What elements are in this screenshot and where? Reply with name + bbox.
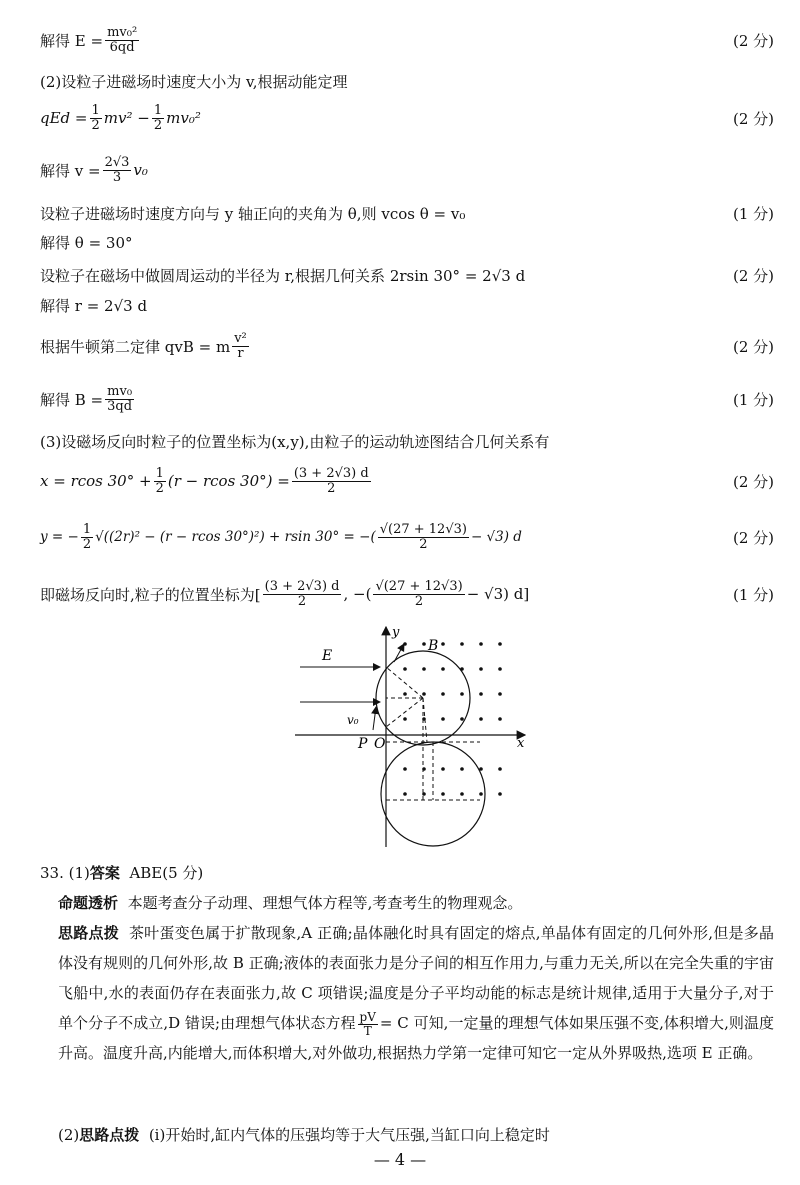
- field-dot: [403, 717, 407, 721]
- q33-hint: 思路点拨 茶叶蛋变色属于扩散现象,A 正确;晶体融化时具有固定的熔点,单晶体有固定的几何外形,但是多晶体没有规则的几何外形,故 B 正确;液体的表面张力是分子间的相互作用力,与重力无关,所以在完全失重的宇宙飞船中,水的表面仍存在表面张力,故 C 项错误;温度是分子平均动能的标志是统计规律,适用于大量分子,对于单个分子不成立,D 错误;由理想气体状态方程 $\frac{pV}{T}$ = C 可知,一定量的理想气体如果压强不变,体积增大,则温度升高。温度升高,内能增大,而体积增大,对外做功,根据热力学第一定律可知它一定从外界吸热,选项 E 正确。: [58, 924, 774, 1062]
- field-dot: [479, 692, 483, 696]
- trajectory-figure: [290, 622, 540, 850]
- label-v0: v₀: [347, 713, 359, 727]
- field-dot: [441, 642, 445, 646]
- field-dot: [460, 717, 464, 721]
- fraction: $\frac{\text{mv₀²}}{6qd}$: [107, 24, 138, 55]
- eq-y-coordinate: y = − $\frac{1}{2}$ √((2r)² − (r − rcos 30°)²) + rsin 30° = −( $\frac{√(27 + 12√3)}{2}$ − √3) d (2 分): [40, 521, 774, 552]
- field-dot: [460, 642, 464, 646]
- score: (2 分): [732, 337, 774, 356]
- field-dot: [460, 692, 464, 696]
- page-number: — 4 —: [373, 1150, 427, 1169]
- field-dot: [460, 767, 464, 771]
- field-dot: [422, 667, 426, 671]
- position-conclusion: 即磁场反向时,粒子的位置坐标为[ $\frac{(3 + 2√3) d}{2}$ , −( $\frac{√(27 + 12√3)}{2}$ − √3) d] (1 分): [40, 578, 774, 609]
- field-dot: [441, 667, 445, 671]
- radius-geometry: 设粒子在磁场中做圆周运动的半径为 r,根据几何关系 2rsin 30° = 2√3 d (2 分): [40, 266, 774, 285]
- field-dot: [498, 792, 502, 796]
- field-dot: [460, 792, 464, 796]
- angle-setup: 设粒子进磁场时速度方向与 y 轴正向的夹角为 θ,则 vcos θ = v₀ (1 分): [40, 204, 774, 223]
- eq-E-result: 解得 E = $\frac{\text{mv₀²}}{6qd}$ (2 分): [40, 24, 774, 55]
- field-dot: [403, 767, 407, 771]
- score: (2 分): [732, 109, 774, 128]
- q33-analysis: 命题透析 本题考查分子动理、理想气体方程等,考查考生的物理观念。: [58, 894, 523, 912]
- label-E: E: [322, 648, 333, 664]
- newton-second-law: 根据牛顿第二定律 qvB = m $\frac{\text{v²}}{r}$ (2 分): [40, 330, 774, 361]
- q33-part2: (2)思路点拨 (ⅰ)开始时,缸内气体的压强均等于大气压强,当缸口向上稳定时: [58, 1126, 550, 1144]
- velocity-arrow: [394, 644, 404, 662]
- score: (1 分): [732, 390, 774, 409]
- field-dot: [441, 792, 445, 796]
- field-dot: [441, 767, 445, 771]
- q33-answer: 33. (1)答案 ABE(5 分): [40, 864, 204, 882]
- label-P: P: [358, 736, 368, 752]
- eq-x-coordinate: x = rcos 30° + $\frac{1}{2}$ (r − rcos 30°) = $\frac{(3 + 2√3) d}{2}$ (2 分): [40, 465, 774, 496]
- field-dot: [498, 642, 502, 646]
- label-y: y: [392, 625, 400, 640]
- score: (2 分): [732, 31, 774, 50]
- field-dot: [422, 692, 426, 696]
- velocity-arrow: [373, 707, 376, 730]
- field-dot: [498, 667, 502, 671]
- part3-intro: (3)设磁场反向时粒子的位置坐标为(x,y),由粒子的运动轨迹图结合几何关系有: [40, 432, 550, 451]
- magnetic-field-dots: [403, 642, 502, 796]
- field-dot: [479, 667, 483, 671]
- label-x: x: [517, 736, 525, 751]
- field-dot: [498, 767, 502, 771]
- label-O: O: [374, 736, 386, 752]
- field-dot: [441, 692, 445, 696]
- field-dot: [403, 667, 407, 671]
- field-dot: [479, 642, 483, 646]
- field-dot: [498, 692, 502, 696]
- field-dot: [441, 717, 445, 721]
- score: (2 分): [732, 528, 774, 547]
- energy-theorem-eq: qEd = $\frac{1}{2}$ mv² − $\frac{1}{2}$ mv₀² (2 分): [40, 102, 774, 133]
- score: (1 分): [732, 204, 774, 223]
- construction-lines: [386, 667, 480, 800]
- eq-v-result: 解得 v = $\frac{2√3}{3}$ v₀: [40, 154, 148, 185]
- eq-theta-result: 解得 θ = 30°: [40, 233, 133, 252]
- field-dot: [422, 642, 426, 646]
- field-dot: [479, 717, 483, 721]
- fraction: $\frac{pV}{T}$: [359, 1009, 376, 1038]
- field-dot: [479, 792, 483, 796]
- eq-B-result: 解得 B = $\frac{\text{mv₀}}{3qd}$ (1 分): [40, 383, 774, 414]
- eq-r-result: 解得 r = 2√3 d: [40, 296, 148, 315]
- part2-intro: (2)设粒子进磁场时速度大小为 v,根据动能定理: [40, 72, 348, 91]
- score: (2 分): [732, 472, 774, 491]
- field-dot: [498, 717, 502, 721]
- label-B: B: [428, 638, 439, 654]
- score: (1 分): [732, 585, 774, 604]
- field-dot: [403, 692, 407, 696]
- field-dot: [403, 792, 407, 796]
- score: (2 分): [732, 266, 774, 285]
